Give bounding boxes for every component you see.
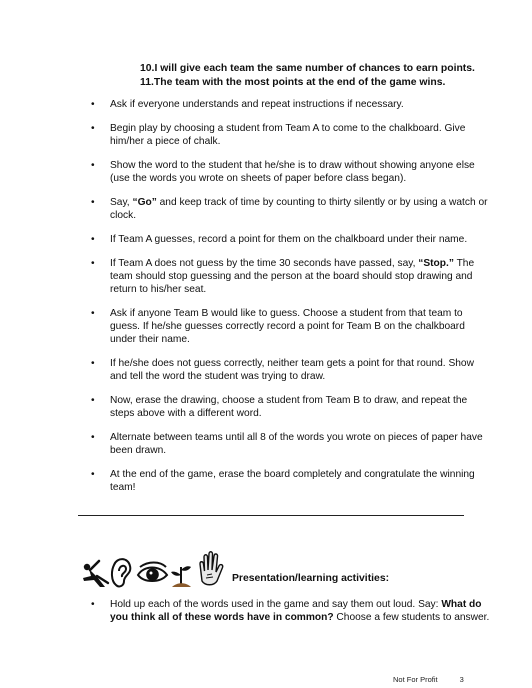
bullet-marker: • <box>91 395 95 406</box>
text-run: Ask if everyone understands and repeat instructions if necessary. <box>110 99 404 110</box>
text-run: Choose a few students to answer. <box>333 612 490 624</box>
bullet-marker: • <box>91 159 95 171</box>
learning-styles-icons <box>78 545 228 589</box>
item-number: 11. <box>140 77 154 88</box>
page-footer <box>393 675 464 684</box>
bullet-item <box>91 357 491 383</box>
bullet-text <box>110 395 467 419</box>
section-divider <box>78 515 464 516</box>
text-run: and keep track of time by counting to thirty silently or by using a watch or clock. <box>110 196 488 221</box>
numbered-item <box>140 62 475 76</box>
page-number: 3 <box>459 675 464 684</box>
emphasis-text: “Stop.” <box>418 257 454 269</box>
bullet-marker: • <box>91 122 95 134</box>
item-text: The team with the most points at the end of the game wins. <box>153 77 446 88</box>
bullet-text <box>110 197 488 221</box>
bullet-text <box>110 358 474 382</box>
text-run: Show the word to the student that he/she is to draw without showing anyone else (use the words you wrote on sheets of paper before class began). <box>110 159 475 184</box>
bullet-item <box>91 468 491 494</box>
text-run: Now, erase the drawing, choose a student from Team B to draw, and repeat the steps above with a different word. <box>110 395 468 420</box>
bullet-item <box>91 257 491 297</box>
bullet-marker: • <box>91 307 95 319</box>
text-run: Alternate between teams until all 8 of the words you wrote on pieces of paper have been drawn. <box>110 432 483 457</box>
hand-icon <box>200 552 223 585</box>
bullet-item <box>91 233 491 246</box>
bullet-marker: • <box>91 99 95 110</box>
bullet-text <box>110 469 475 493</box>
footer-text: Not For Profit <box>393 675 438 684</box>
sprout-icon <box>171 566 191 587</box>
bullet-text <box>110 234 467 245</box>
text-run: The team should stop guessing and the person at the board should stop drawing and return to his/her seat. <box>110 257 475 295</box>
text-run: Say, <box>110 196 133 208</box>
text-run: Hold up each of the words used in the game and say them out loud. Say: <box>110 599 442 610</box>
text-run: At the end of the game, erase the board completely and congratulate the winning team! <box>110 469 475 494</box>
bullet-text <box>110 599 489 623</box>
bullet-item <box>91 159 491 185</box>
bullet-marker: • <box>91 469 95 480</box>
bullet-item <box>91 98 491 111</box>
item-number: 10. <box>140 63 155 74</box>
numbered-item <box>140 76 475 90</box>
bullet-text <box>110 432 483 456</box>
text-run: If Team A guesses, record a point for them on the chalkboard under their name. <box>110 233 468 245</box>
numbered-list <box>140 62 475 90</box>
bullet-text <box>110 123 465 147</box>
bullet-item <box>91 196 491 222</box>
emphasis-text: “Go” <box>132 196 157 208</box>
ear-icon <box>112 559 130 586</box>
emphasis-text: What do you think all of these words have in common? <box>110 599 482 624</box>
text-run: If Team A does not guess by the time 30 seconds have passed, say, <box>110 257 419 269</box>
bullet-marker: • <box>91 233 95 245</box>
eye-icon <box>138 563 167 582</box>
bullet-text <box>110 99 404 110</box>
bullet-marker: • <box>91 196 95 208</box>
bullet-text <box>110 258 474 295</box>
bullet-item <box>91 307 491 347</box>
bullet-marker: • <box>91 257 95 269</box>
text-run: Ask if anyone Team B would like to guess. Choose a student from that team to guess. If he/she guesses correctly record a point for Team B on the chalkboard under their name. <box>110 307 465 346</box>
section-heading: Presentation/learning activities: <box>232 573 390 584</box>
body-stretch-icon <box>83 561 108 587</box>
activities-list <box>91 598 491 635</box>
item-text: I will give each team the same number of chances to earn points. <box>154 63 475 74</box>
bullet-item <box>91 122 491 148</box>
bullet-marker: • <box>91 358 95 369</box>
text-run: If he/she does not guess correctly, neither team gets a point for that round. Show and tell the word the student was trying to draw. <box>110 358 474 383</box>
bullet-item <box>91 394 491 420</box>
bullet-item <box>91 431 491 457</box>
instructions-list <box>91 98 491 505</box>
text-run: Begin play by choosing a student from Team A to come to the chalkboard. Give him/her a piece of chalk. <box>110 122 466 147</box>
bullet-text <box>110 160 475 184</box>
bullet-item <box>91 598 491 624</box>
bullet-marker: • <box>91 599 95 610</box>
bullet-text <box>110 308 465 345</box>
bullet-marker: • <box>91 432 95 443</box>
